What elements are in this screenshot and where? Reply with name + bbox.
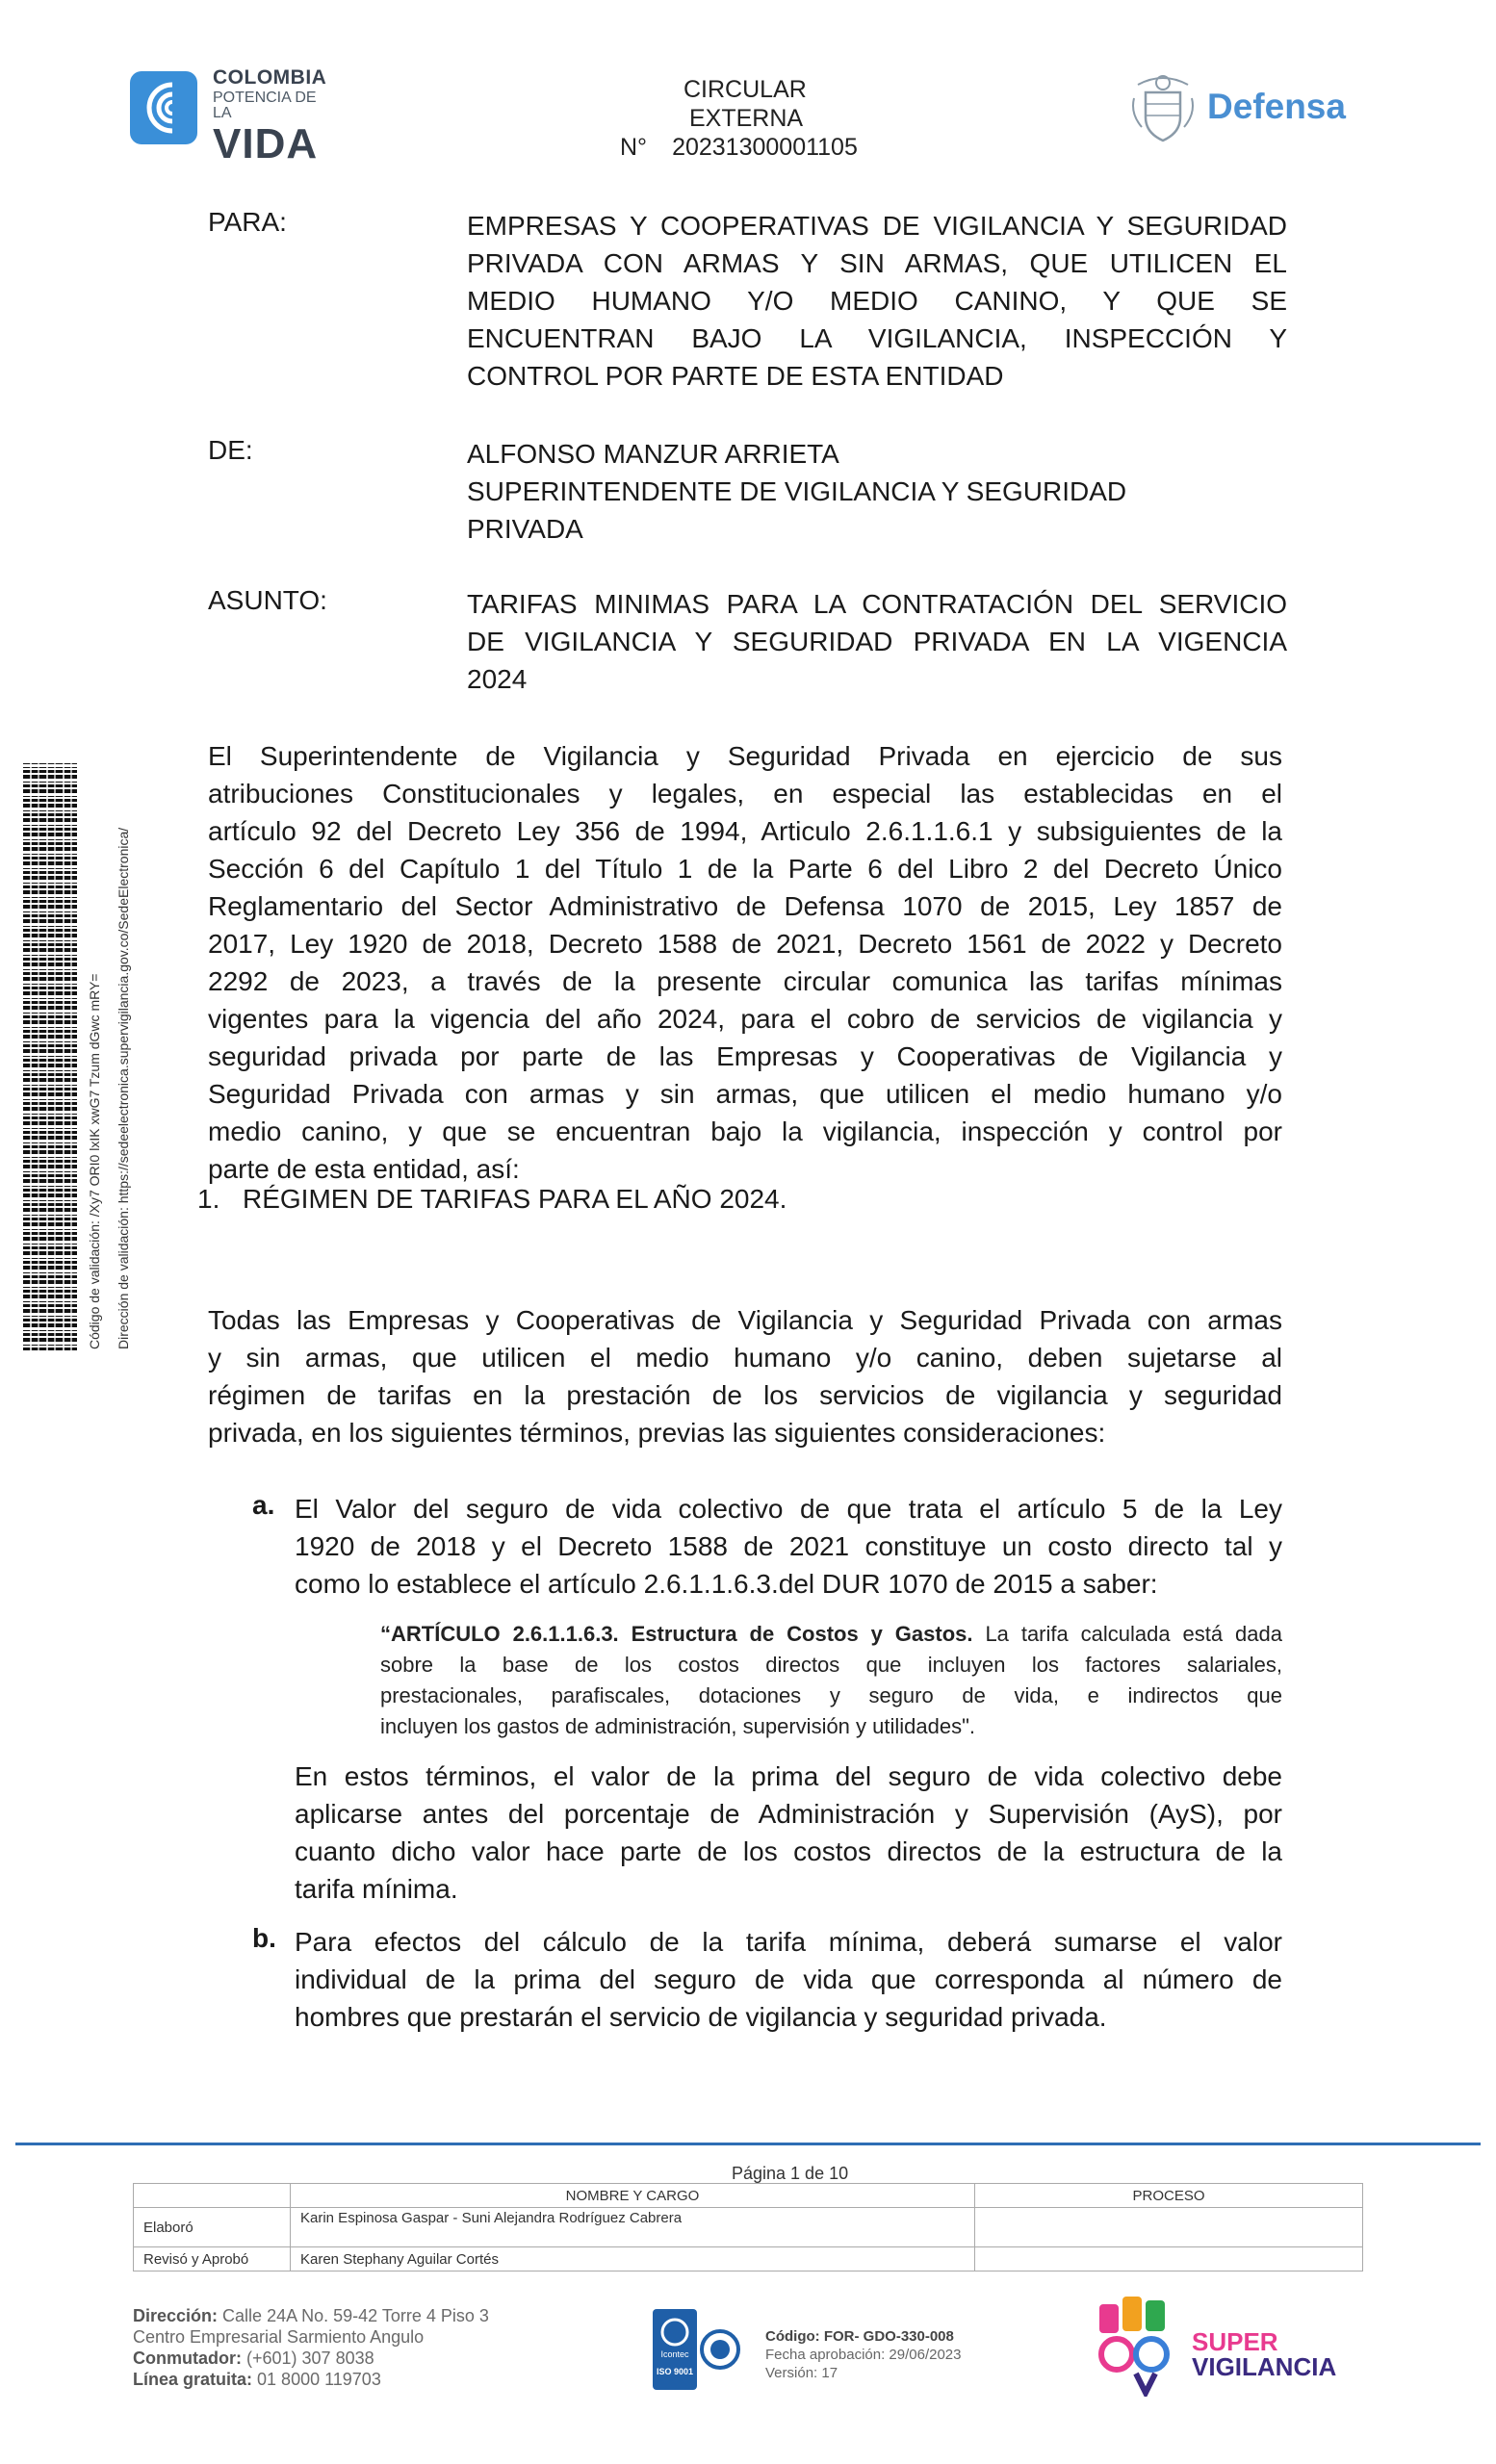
item-b-paragraph [295, 1923, 1282, 2036]
code-value: FOR- GDO-330-008 [823, 2328, 954, 2345]
intro-line: parte de esta entidad, así: [208, 1154, 520, 1184]
defensa-logo [1128, 69, 1359, 146]
reviso-value: Karen Stephany Aguilar Cortés [291, 2247, 975, 2272]
quote-line: incluyen los gastos de administración, supervisión y utilidades". [380, 1714, 976, 1738]
approval-date: Fecha aprobación: 29/06/2023 [765, 2347, 962, 2363]
followup-line: aplicarse antes del porcentaje de Administración y Supervisión (AyS), por [295, 1799, 1282, 1829]
elaboro-value: Karin Espinosa Gaspar - Suni Alejandra Rodríguez Cabrera [291, 2208, 975, 2247]
page-number: Página 1 de 10 [732, 2164, 849, 2183]
para-value [467, 207, 1287, 395]
supervigilancia-emblem-icon [1094, 2291, 1190, 2397]
phone-label: Conmutador: [133, 2348, 242, 2368]
iso-certification-badge [651, 2307, 743, 2392]
supervigilancia-logo [1094, 2291, 1363, 2397]
section-line: Todas las Empresas y Cooperativas de Vigilancia y Seguridad Privada con armas [208, 1305, 1282, 1335]
cert-top-label: Icontec [660, 2349, 689, 2359]
coat-of-arms-icon [1128, 69, 1198, 146]
intro-line: atribuciones Constitucionales y legales, en especial las establecidas en el [208, 779, 1282, 808]
circular-header [616, 75, 905, 162]
para-line: PRIVADA CON ARMAS Y SIN ARMAS, QUE UTILICEN EL [467, 248, 1287, 278]
elaboro-label: Elaboró [134, 2208, 291, 2247]
logo-line-potencia: POTENCIA DE LA [213, 90, 317, 121]
de-line: SUPERINTENDENTE DE VIGILANCIA Y SEGURIDAD [467, 476, 1127, 506]
logo-line-vida: VIDA [213, 120, 319, 167]
number-label: N° [620, 134, 648, 161]
intro-line: 2017, Ley 1920 de 2018, Decreto 1588 de 2021, Decreto 1561 de 2022 y Decreto [208, 929, 1282, 959]
address-label: Dirección: [133, 2306, 219, 2325]
quote-line: prestacionales, parafiscales, dotaciones y seguro de vida, e indirectos que [380, 1683, 1282, 1707]
sv-line1: SUPER [1192, 2327, 1278, 2356]
item-b-line: Para efectos del cálculo de la tarifa mínima, deberá sumarse el valor [295, 1927, 1282, 1957]
circular-number: 20231300001105 [672, 134, 858, 161]
reviso-label: Revisó y Aprobó [134, 2247, 291, 2272]
intro-line: medio canino, y que se encuentran bajo la vigilancia, inspección y control por [208, 1116, 1282, 1146]
sv-line2: VIGILANCIA [1192, 2352, 1337, 2381]
footer-divider [15, 2143, 1481, 2145]
col-process-header: PROCESO [975, 2184, 1363, 2208]
intro-line: Reglamentario del Sector Administrativo de Defensa 1070 de 2015, Ley 1857 de [208, 891, 1282, 921]
asunto-value [467, 585, 1287, 698]
asunto-line: DE VIGILANCIA Y SEGURIDAD PRIVADA EN LA VIGENCIA [467, 627, 1287, 656]
cpv-emblem-icon [130, 71, 197, 144]
de-value [467, 435, 1287, 548]
section-line: régimen de tarifas en la prestación de los servicios de vigilancia y seguridad [208, 1380, 1282, 1410]
quote-first-line [380, 1619, 1282, 1650]
quoted-article [380, 1619, 1282, 1742]
intro-line: vigentes para la vigencia del año 2024, para el cobro de servicios de vigilancia y [208, 1004, 1282, 1034]
para-line: EMPRESAS Y COOPERATIVAS DE VIGILANCIA Y SEGURIDAD [467, 211, 1287, 241]
para-line: ENCUENTRAN BAJO LA VIGILANCIA, INSPECCIÓN Y [467, 323, 1287, 353]
circular-number-row [616, 133, 905, 162]
item-a-line: El Valor del seguro de vida colectivo de que trata el artículo 5 de la Ley [295, 1494, 1282, 1524]
intro-paragraph [208, 737, 1282, 1188]
intro-line: artículo 92 del Decreto Ley 356 de 1994, Articulo 2.6.1.1.6.1 y subsiguientes de la [208, 816, 1282, 846]
item-b-line: individual de la prima del seguro de vida que corresponda al número de [295, 1964, 1282, 1994]
asunto-label: ASUNTO: [208, 585, 327, 615]
section-number: 1. [197, 1184, 220, 1214]
document-code-block [765, 2327, 962, 2382]
item-a-marker: a. [252, 1490, 275, 1520]
intro-line: Seguridad Privada con armas y sin armas, que utilicen el medio humano y/o [208, 1079, 1282, 1109]
signature-table [133, 2183, 1363, 2272]
de-line: PRIVADA [467, 514, 583, 544]
quote-article-title: “ARTÍCULO 2.6.1.1.6.3. Estructura de Costos y Gastos. [380, 1622, 973, 1646]
circular-type: EXTERNA [689, 105, 804, 132]
validation-url-text: Dirección de validación: https://sedeelectronica.supervigilancia.gov.co/SedeElectronica/ [116, 827, 131, 1349]
item-b-marker: b. [252, 1923, 276, 1953]
intro-line: El Superintendente de Vigilancia y Seguridad Privada en ejercicio de sus [208, 741, 1282, 771]
address-value: Calle 24A No. 59-42 Torre 4 Piso 3 [222, 2306, 489, 2325]
section-paragraph [208, 1301, 1282, 1451]
freeline-label: Línea gratuita: [133, 2370, 253, 2389]
item-a-followup [295, 1758, 1282, 1908]
quote-first-rest: La tarifa calculada está dada [985, 1622, 1282, 1646]
section-title: RÉGIMEN DE TARIFAS PARA EL AÑO 2024. [243, 1184, 787, 1214]
asunto-line: 2024 [467, 664, 528, 694]
followup-line: En estos términos, el valor de la prima del seguro de vida colectivo debe [295, 1761, 1282, 1791]
colombia-potencia-de-la-vida-logo [130, 66, 332, 167]
validation-code-text: Código de validación: /Xy7 ORI0 lxIK xwG7 Tzum dGwc mRY= [87, 973, 102, 1349]
address-line2: Centro Empresarial Sarmiento Angulo [133, 2327, 425, 2347]
item-a-paragraph [295, 1490, 1282, 1603]
item-a-line: como lo establece el artículo 2.6.1.1.6.3.del DUR 1070 de 2015 a saber: [295, 1569, 1158, 1599]
phone-value: (+601) 307 8038 [246, 2348, 374, 2368]
defensa-label: Defensa [1207, 87, 1346, 126]
de-line: ALFONSO MANZUR ARRIETA [467, 439, 839, 469]
freeline-value: 01 8000 119703 [257, 2370, 381, 2389]
para-line: CONTROL POR PARTE DE ESTA ENTIDAD [467, 361, 1004, 391]
item-a-line: 1920 de 2018 y el Decreto 1588 de 2021 constituye un costo directo tal y [295, 1531, 1282, 1561]
para-line: MEDIO HUMANO Y/O MEDIO CANINO, Y QUE SE [467, 286, 1287, 316]
col-name-header: NOMBRE Y CARGO [291, 2184, 975, 2208]
version: Versión: 17 [765, 2365, 838, 2381]
section-line: y sin armas, que utilicen el medio humano y/o canino, deben sujetarse al [208, 1343, 1282, 1373]
item-b-line: hombres que prestarán el servicio de vigilancia y seguridad privada. [295, 2002, 1107, 2032]
intro-line: 2292 de 2023, a través de la presente circular comunica las tarifas mínimas [208, 966, 1282, 996]
cert-label: ISO 9001 [656, 2367, 694, 2376]
circular-title: CIRCULAR [684, 76, 807, 103]
followup-line: cuanto dicho valor hace parte de los costos directos de la estructura de la [295, 1836, 1282, 1866]
intro-line: Sección 6 del Capítulo 1 del Título 1 de la Parte 6 del Libro 2 del Decreto Único [208, 854, 1282, 884]
code-label: Código: [765, 2328, 820, 2345]
contact-address [133, 2305, 489, 2390]
quote-line: sobre la base de los costos directos que incluyen los factores salariales, [380, 1653, 1282, 1677]
para-label: PARA: [208, 207, 287, 237]
de-label: DE: [208, 435, 253, 465]
followup-line: tarifa mínima. [295, 1874, 458, 1904]
section-line: privada, en los siguientes términos, previas las siguientes consideraciones: [208, 1418, 1106, 1448]
logo-line-colombia: COLOMBIA [213, 66, 327, 89]
intro-line: seguridad privada por parte de las Empresas y Cooperativas de Vigilancia y [208, 1041, 1282, 1071]
asunto-line: TARIFAS MINIMAS PARA LA CONTRATACIÓN DEL SERVICIO [467, 589, 1287, 619]
